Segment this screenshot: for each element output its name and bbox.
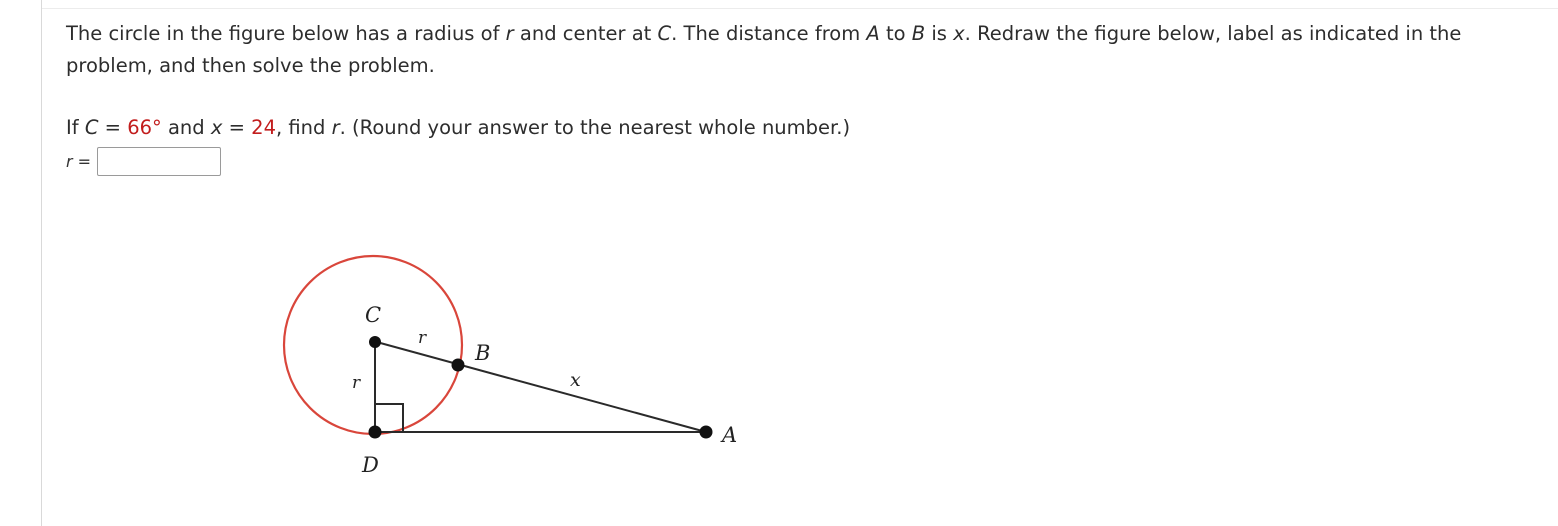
statement-text: . Redraw the figure below, label as indicated in the problem, and then solve the problem.	[66, 22, 1462, 77]
answer-label: r =	[66, 151, 92, 171]
question-text: . (Round your answer to the nearest whole number.)	[339, 116, 851, 139]
question-text: If	[66, 116, 85, 139]
statement-text: and center at	[513, 22, 658, 45]
point-B	[452, 359, 465, 372]
answer-input[interactable]	[97, 147, 221, 176]
label-A: A	[722, 423, 738, 447]
statement-text: The circle in the figure below has a radius of	[66, 22, 506, 45]
given-angle: 66°	[127, 116, 162, 139]
label-x: x	[570, 369, 581, 391]
label-B: B	[475, 341, 491, 365]
label-D: D	[362, 453, 379, 477]
var-A: A	[866, 22, 880, 45]
label-C: C	[365, 303, 382, 327]
point-D	[369, 426, 382, 439]
point-C	[369, 336, 381, 348]
geometry-figure	[270, 240, 770, 490]
answer-row	[66, 144, 221, 178]
var-C: C	[657, 22, 672, 45]
left-border	[41, 0, 42, 526]
question-text: and	[161, 116, 211, 139]
problem-content	[66, 18, 1546, 162]
top-border	[42, 8, 1558, 9]
statement-text: to	[879, 22, 912, 45]
var-r: r	[505, 22, 514, 45]
point-A	[700, 426, 713, 439]
var-x: x	[953, 22, 965, 45]
question-text: =	[98, 116, 128, 139]
statement-text: is	[925, 22, 954, 45]
var-C: C	[84, 116, 99, 139]
var-r: r	[331, 116, 340, 139]
question-text: , find	[276, 116, 332, 139]
var-B: B	[911, 22, 926, 45]
problem-statement	[66, 18, 1546, 82]
label-r-left: r	[352, 373, 361, 393]
var-x: x	[210, 116, 223, 139]
question-line	[66, 114, 1546, 142]
question-text: =	[222, 116, 252, 139]
given-x-value: 24	[251, 116, 276, 139]
label-r-top: r	[418, 328, 427, 348]
statement-text: . The distance from	[671, 22, 867, 45]
